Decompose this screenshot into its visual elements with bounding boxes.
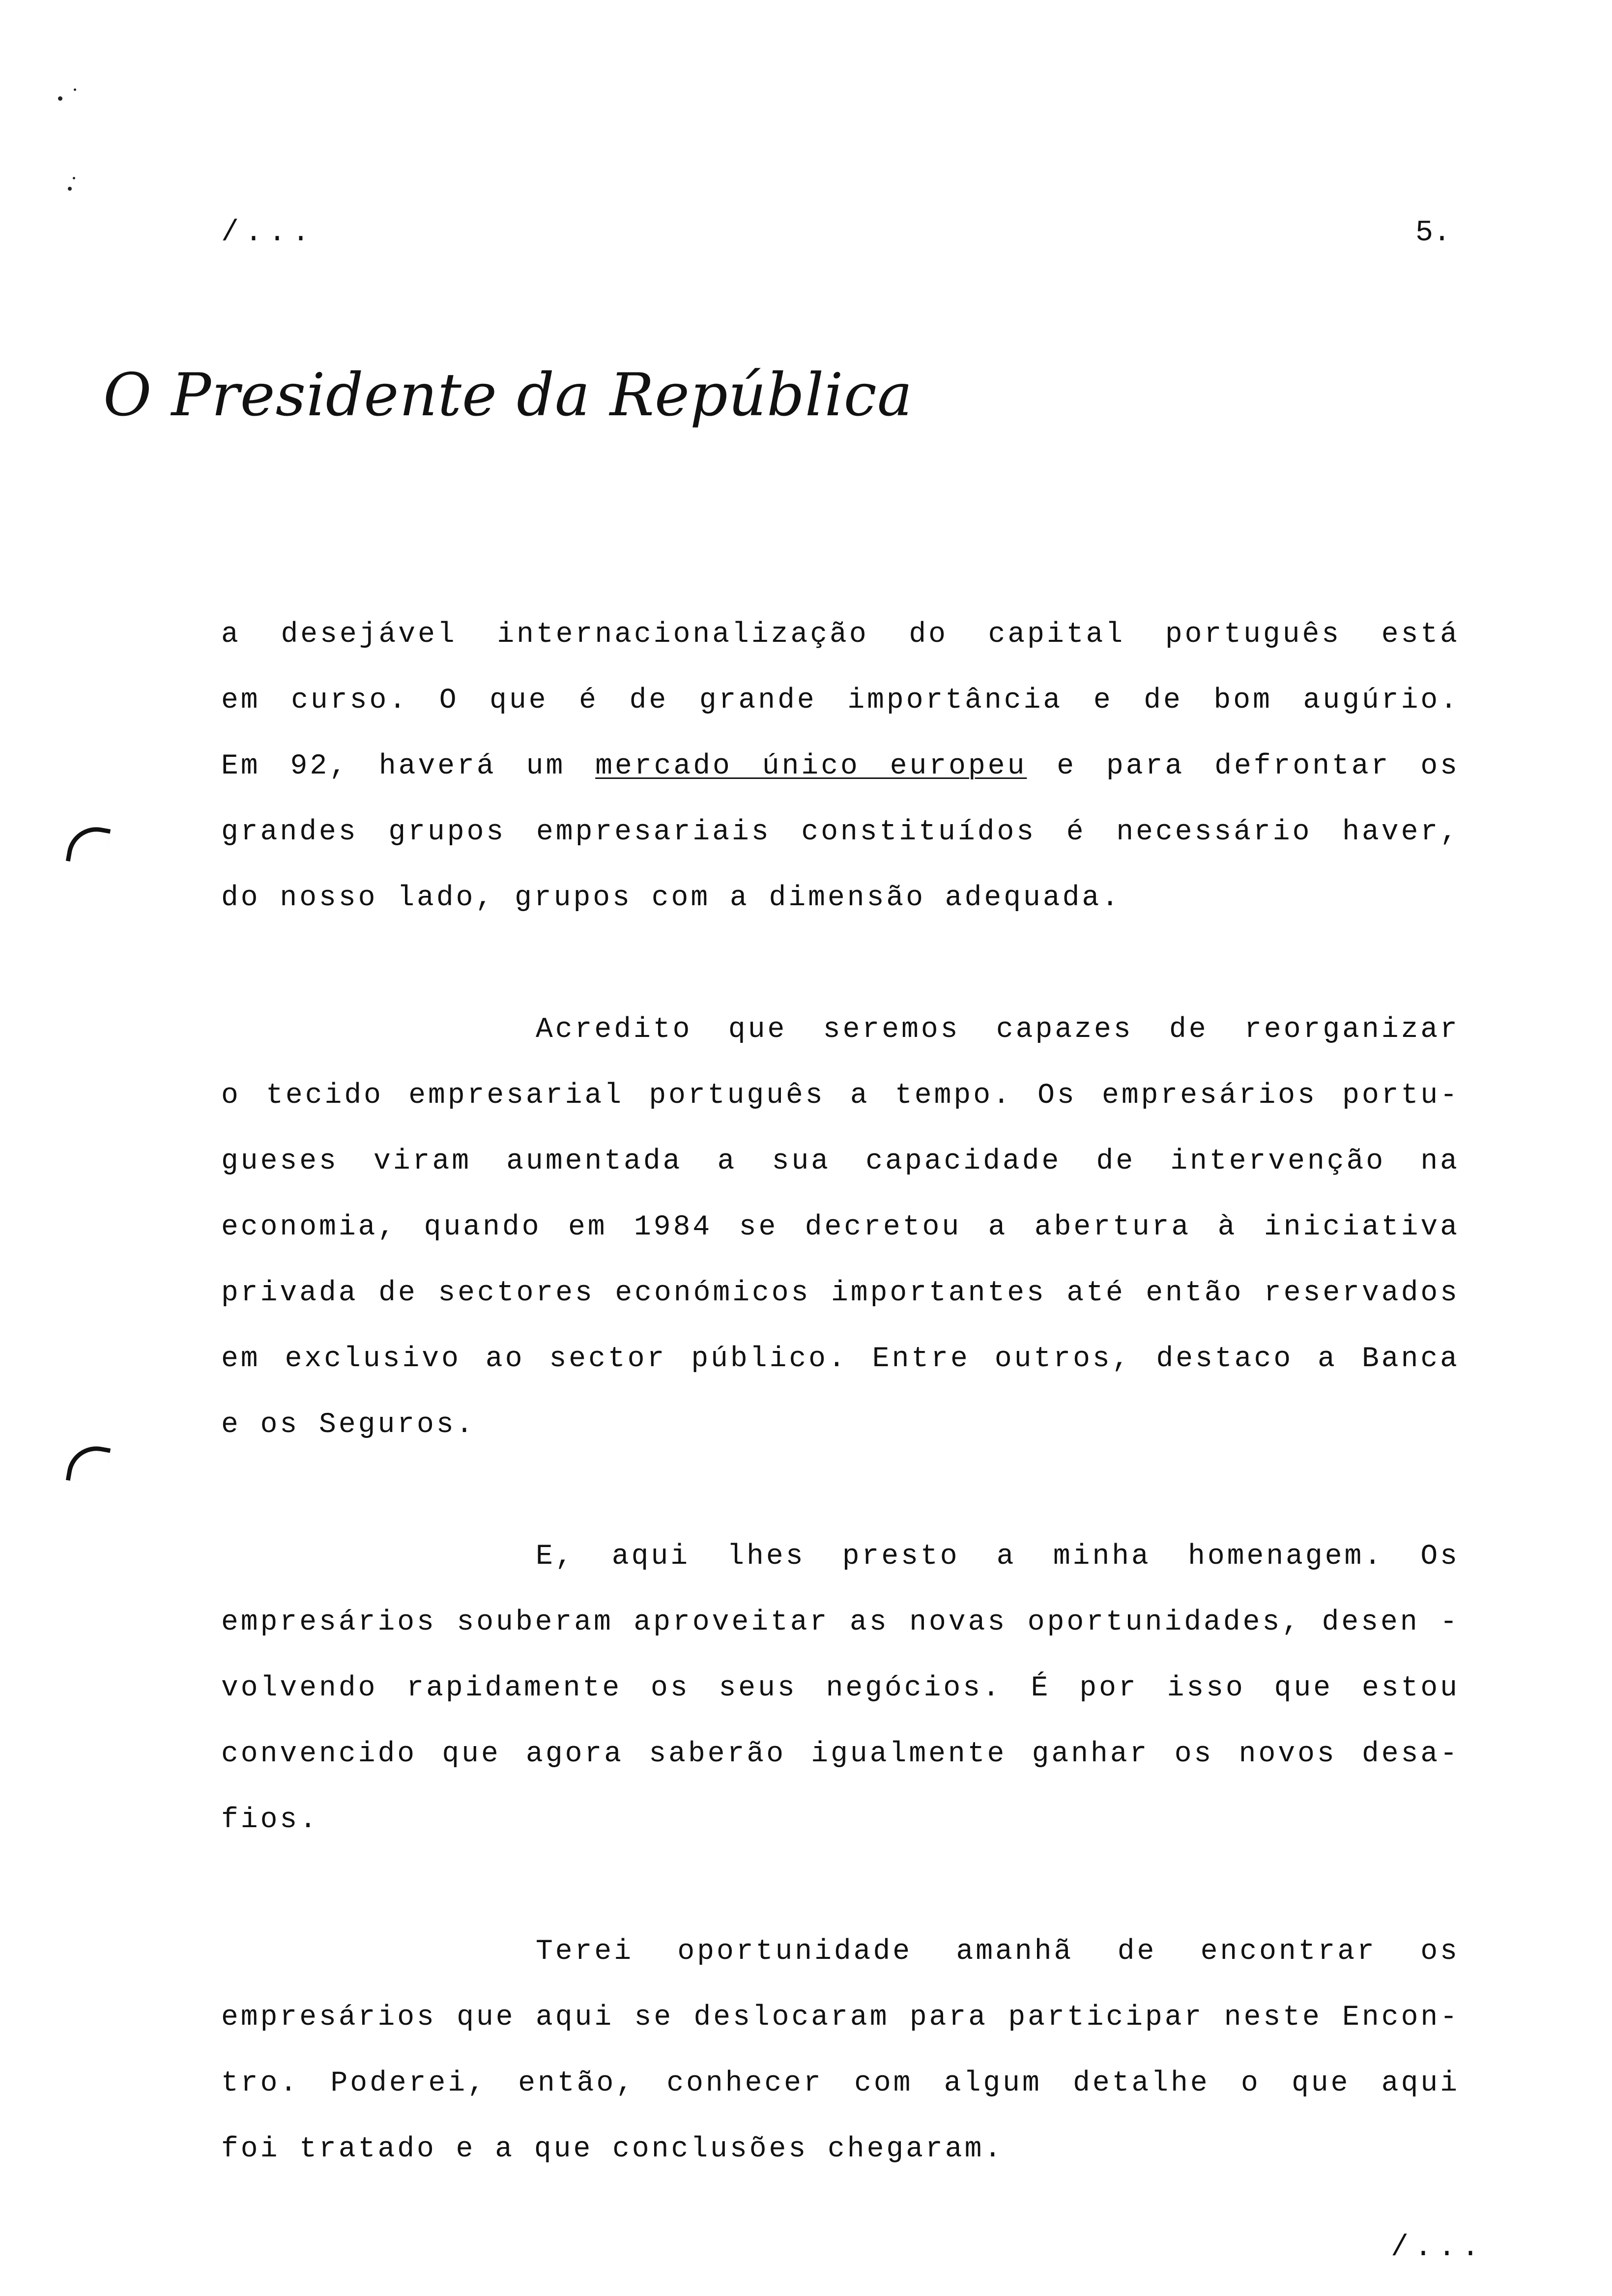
text-line: tro. Poderei, então, conhecer com algum detalhe o que aqui: [221, 2067, 1460, 2099]
text-line-with-underline: Em 92, haverá um mercado único europeu e para defrontar os: [221, 750, 1460, 782]
paragraph-3: [221, 1524, 1460, 1853]
scan-speck: [74, 88, 76, 91]
scan-speck: [68, 187, 72, 191]
letter-body: [221, 602, 1460, 2182]
text-line: do nosso lado, grupos com a dimensão adequada.: [221, 882, 1122, 914]
text-line: Acredito que seremos capazes de reorganizar: [536, 1014, 1460, 1046]
text-line: E, aqui lhes presto a minha homenagem. Os: [536, 1541, 1460, 1573]
scan-speck: [58, 96, 62, 101]
letterhead-title: O Presidente da República: [103, 361, 913, 430]
paragraph-1: [221, 602, 1460, 931]
text-line: fios.: [221, 1804, 319, 1836]
text-line: a desejável internacionalização do capital português está: [221, 619, 1460, 651]
text-line: grandes grupos empresariais constituídos é necessário haver,: [221, 816, 1460, 848]
text-line: em exclusivo ao sector público. Entre outros, destaco a Banca: [221, 1343, 1460, 1375]
text-line: empresários souberam aproveitar as novas oportunidades, desen -: [221, 1607, 1460, 1638]
margin-bracket-mark: [66, 823, 111, 868]
paragraph-2: [221, 997, 1460, 1458]
text-line: gueses viram aumentada a sua capacidade de intervenção na: [221, 1146, 1460, 1177]
text-line: economia, quando em 1984 se decretou a abertura à iniciativa: [221, 1211, 1460, 1243]
text-line: volvendo rapidamente os seus negócios. É por isso que estou: [221, 1672, 1460, 1704]
scan-speck: [73, 177, 75, 179]
page-number: 5.: [1415, 216, 1451, 250]
paragraph-4: [221, 1919, 1460, 2182]
text-line: em curso. O que é de grande importância e de bom augúrio.: [221, 685, 1460, 717]
text-line: privada de sectores económicos importantes até então reservados: [221, 1277, 1460, 1309]
text-line: convencido que agora saberão igualmente ganhar os novos desa-: [221, 1738, 1460, 1770]
text-line: e os Seguros.: [221, 1409, 476, 1441]
text-line: o tecido empresarial português a tempo. Os empresários portu-: [221, 1080, 1460, 1112]
underlined-phrase: mercado único europeu: [595, 750, 1027, 782]
footer-continuation-mark: /...: [1391, 2231, 1486, 2265]
header-continuation-mark: /...: [221, 216, 316, 250]
text-line: foi tratado e a que conclusões chegaram.: [221, 2133, 1004, 2165]
text-line: Terei oportunidade amanhã de encontrar os: [536, 1936, 1460, 1968]
text-line: empresários que aqui se deslocaram para participar neste Encon-: [221, 2002, 1460, 2034]
margin-bracket-mark: [66, 1442, 111, 1487]
